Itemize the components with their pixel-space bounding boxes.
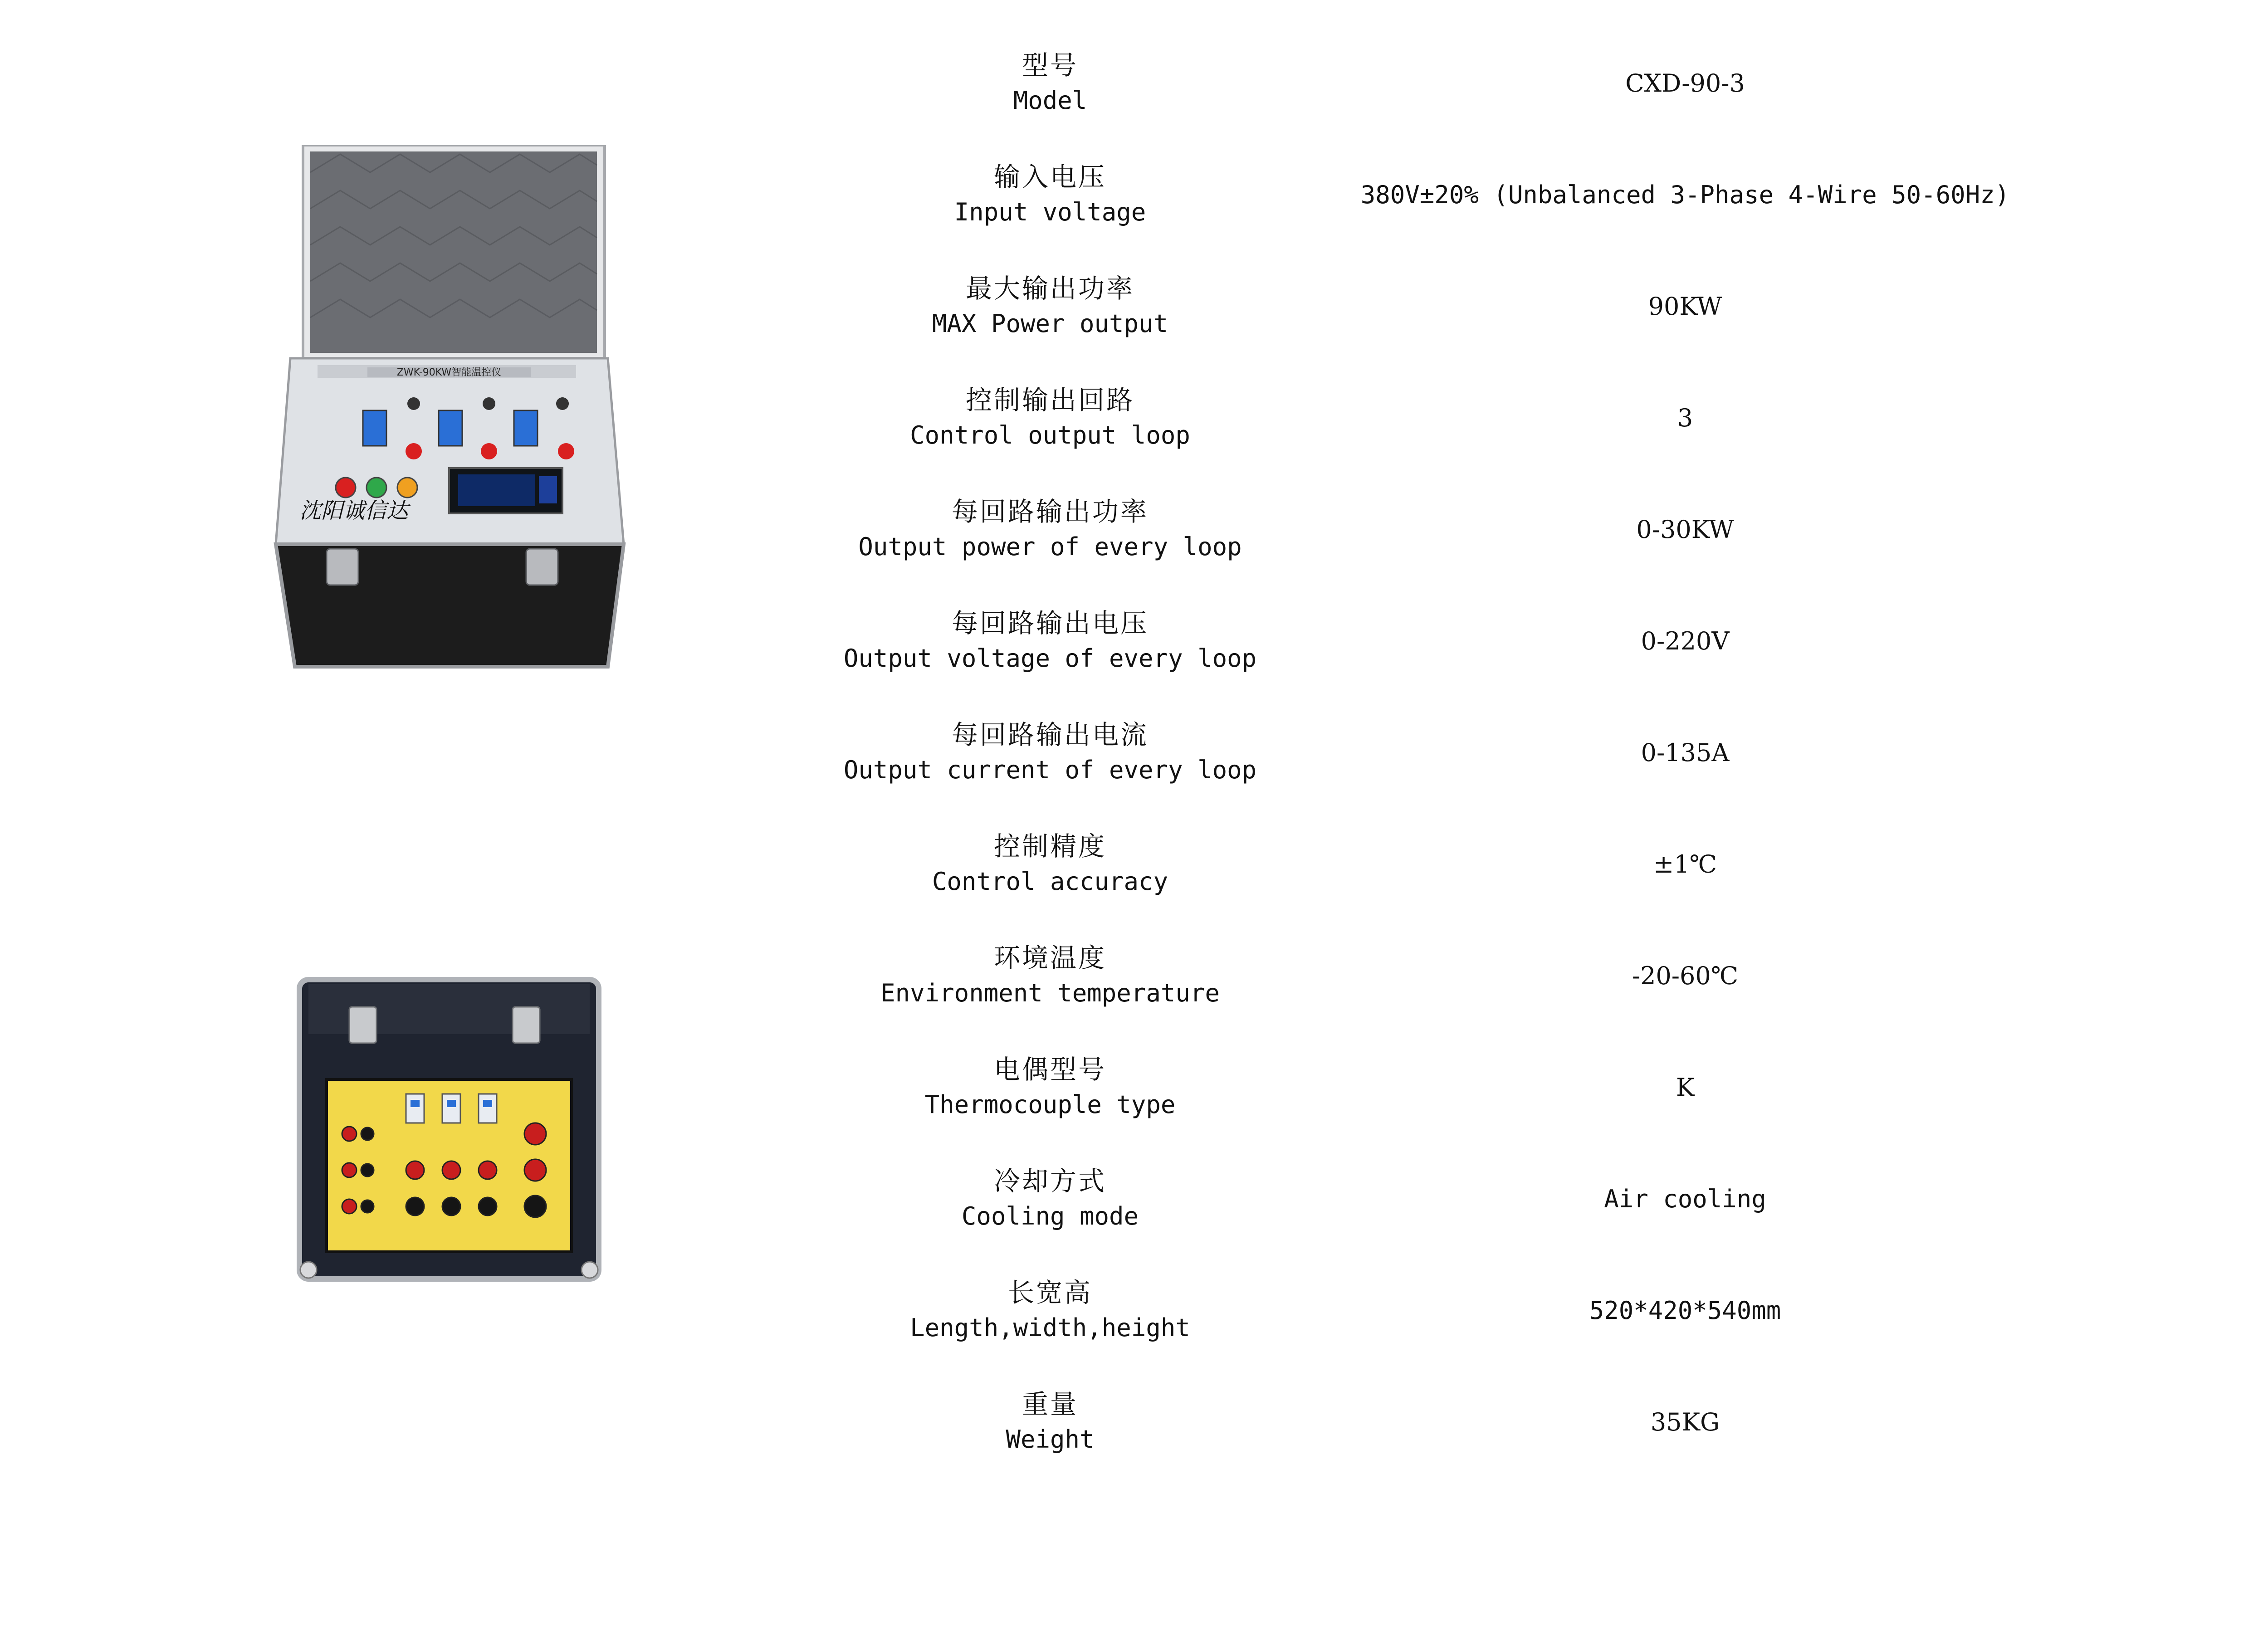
- spec-label-chinese: 环境温度: [993, 942, 1106, 973]
- panel-title: ZWK-90KW智能温控仪: [396, 367, 502, 378]
- spec-value: Air cooling: [1604, 1184, 1766, 1213]
- spec-label-english: Thermocouple type: [924, 1090, 1176, 1119]
- spec-label: [807, 808, 1293, 920]
- spec-label-chinese: 冷却方式: [993, 1166, 1106, 1196]
- spec-label-english: Output power of every loop: [858, 532, 1242, 561]
- spec-label: [807, 1143, 1293, 1254]
- spec-label-english: Length,width,height: [910, 1313, 1190, 1342]
- spec-value: 0-135A: [1641, 738, 1730, 767]
- spec-label: [807, 697, 1293, 808]
- spec-value: 380V±20% (Unbalanced 3-Phase 4-Wire 50-60Hz): [1360, 180, 2010, 209]
- spec-label-chinese: 每回路输出电流: [951, 719, 1149, 750]
- spec-label: [807, 920, 1293, 1031]
- spec-value: CXD-90-3: [1625, 68, 1745, 98]
- spec-value: K: [1676, 1073, 1695, 1102]
- spec-label: [807, 250, 1293, 362]
- device-photo-connection-panel: [290, 971, 608, 1288]
- spec-row: [807, 1143, 2077, 1254]
- red-indicator-light: [336, 478, 356, 498]
- spec-label-english: Output voltage of every loop: [843, 644, 1257, 673]
- spec-label-chinese: 控制输出回路: [965, 385, 1134, 415]
- spec-row: [807, 250, 2077, 362]
- spec-label-chinese: 重量: [1022, 1389, 1078, 1420]
- spec-label-english: Weight: [1006, 1425, 1095, 1454]
- spec-label-chinese: 最大输出功率: [965, 273, 1134, 304]
- spec-row: [807, 27, 2077, 139]
- spec-label-english: Control accuracy: [932, 867, 1168, 896]
- spec-row: [807, 1254, 2077, 1366]
- green-indicator-light: [367, 478, 386, 498]
- device-photo-open-lid: [272, 145, 631, 671]
- spec-value: 0-220V: [1641, 626, 1730, 655]
- spec-label: [807, 139, 1293, 250]
- spec-label-chinese: 每回路输出功率: [951, 496, 1149, 527]
- brand-text: 沈阳诚信达: [299, 498, 409, 523]
- spec-value: 90KW: [1648, 292, 1722, 321]
- spec-row: [807, 697, 2077, 808]
- spec-row: [807, 1031, 2077, 1143]
- spec-label-chinese: 长宽高: [1007, 1277, 1092, 1308]
- spec-label: [807, 1254, 1293, 1366]
- spec-label-english: Cooling mode: [961, 1202, 1139, 1230]
- spec-label-chinese: 型号: [1022, 50, 1078, 81]
- spec-value: ±1℃: [1653, 849, 1717, 879]
- spec-label-chinese: 每回路输出电压: [951, 608, 1149, 639]
- spec-row: [807, 362, 2077, 473]
- spec-value: -20-60℃: [1632, 961, 1739, 990]
- spec-value: 35KG: [1650, 1407, 1720, 1436]
- spec-label: [807, 473, 1293, 585]
- spec-label-chinese: 电偶型号: [993, 1054, 1106, 1085]
- spec-label-english: MAX Power output: [932, 309, 1168, 338]
- spec-label: [807, 27, 1293, 139]
- connection-panel-illustration: [290, 971, 608, 1288]
- spec-row: [807, 473, 2077, 585]
- spec-row: [807, 585, 2077, 697]
- spec-label-english: Output current of every loop: [843, 756, 1257, 784]
- circuit-breakers: [406, 1094, 497, 1123]
- spec-row: [807, 1366, 2077, 1478]
- orange-indicator-light: [397, 478, 417, 498]
- lid-foam: [310, 151, 597, 353]
- spec-label: [807, 362, 1293, 473]
- spec-label: [807, 585, 1293, 697]
- spec-label-chinese: 输入电压: [993, 161, 1106, 192]
- spec-label: [807, 1366, 1293, 1478]
- spec-label-english: Model: [1013, 86, 1087, 115]
- controller-illustration: [272, 145, 631, 671]
- spec-label-english: Environment temperature: [880, 979, 1220, 1007]
- spec-label-english: Control output loop: [910, 421, 1190, 449]
- spec-row: [807, 139, 2077, 250]
- spec-value: 520*420*540mm: [1589, 1296, 1781, 1325]
- spec-value: 3: [1677, 403, 1693, 432]
- spec-row: [807, 808, 2077, 920]
- spec-row: [807, 920, 2077, 1031]
- spec-label-english: Input voltage: [954, 198, 1146, 226]
- spec-label: [807, 1031, 1293, 1143]
- spec-value: 0-30KW: [1636, 515, 1734, 544]
- spec-label-chinese: 控制精度: [993, 831, 1106, 862]
